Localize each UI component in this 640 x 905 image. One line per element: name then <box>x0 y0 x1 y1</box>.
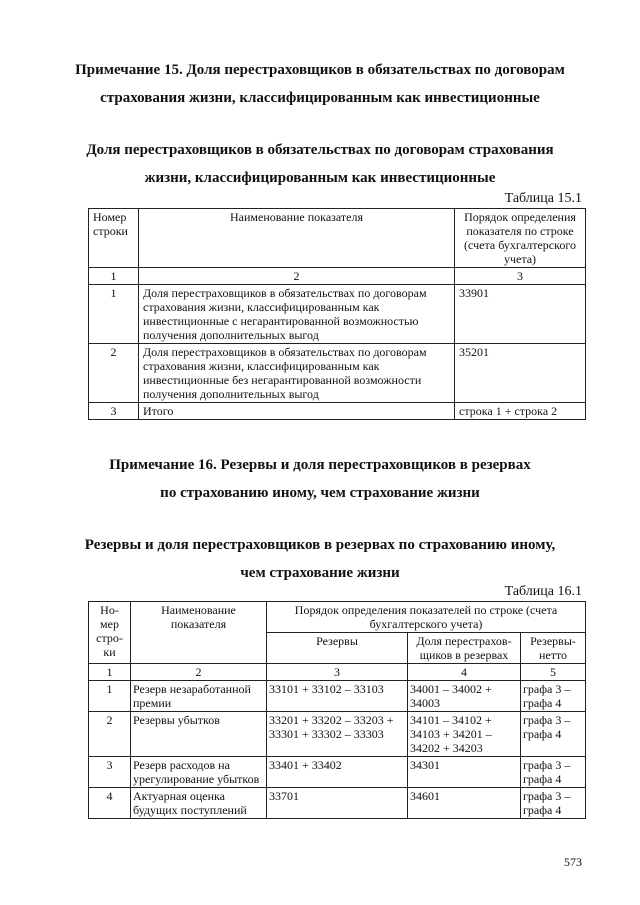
row-name: Итого <box>139 403 455 420</box>
row-number: 1 <box>89 681 131 712</box>
note16-title-line2: по страхованию иному, чем страхование жизни <box>160 485 480 501</box>
header-indicator-name: Наименование показателя <box>139 209 455 268</box>
table-row <box>89 757 586 788</box>
table-row <box>89 403 586 420</box>
note16-subtitle-line1: Резервы и доля перестраховщиков в резервах по страхованию иному, <box>84 537 556 553</box>
table-16-1 <box>88 601 586 819</box>
row-name: Доля перестраховщиков в обязательствах по договорам страхования жизни, классифицированным как инвестиционные без негарантированной возможности получения дополнительных выгод <box>139 344 455 403</box>
col-number: 3 <box>455 268 586 285</box>
row-net-reserves: графа 3 – графа 4 <box>521 788 586 819</box>
col-number: 3 <box>267 664 408 681</box>
note16-title <box>60 455 580 503</box>
row-name: Актуарная оценка будущих поступлений <box>131 788 267 819</box>
table-column-numbers-row <box>89 268 586 285</box>
row-name: Доля перестраховщиков в обязательствах по договорам страхования жизни, классифицированным как инвестиционные с негарантированной возможностью получения дополнительных выгод <box>139 285 455 344</box>
col-number: 2 <box>131 664 267 681</box>
row-number: 3 <box>89 403 139 420</box>
table-row <box>89 712 586 757</box>
row-net-reserves: графа 3 – графа 4 <box>521 712 586 757</box>
row-reinsurer-share: 34001 – 34002 + 34003 <box>408 681 521 712</box>
table-header-row <box>89 209 586 268</box>
note16-title-line1: Примечание 16. Резервы и доля перестраховщиков в резервах <box>109 457 531 473</box>
header-indicator-name: Наименование показателя <box>131 602 267 664</box>
header-reinsurer-share: Доля перестрахов-щиков в резервах <box>408 633 521 664</box>
col-number: 4 <box>408 664 521 681</box>
table-column-numbers-row <box>89 664 586 681</box>
header-determination-order: Порядок определения показателя по строке (счета бухгалтерского учета) <box>455 209 586 268</box>
row-reinsurer-share: 34301 <box>408 757 521 788</box>
header-net-reserves: Резервы-нетто <box>521 633 586 664</box>
row-number: 4 <box>89 788 131 819</box>
row-reserves: 33101 + 33102 – 33103 <box>267 681 408 712</box>
row-reserves: 33701 <box>267 788 408 819</box>
table-header-row <box>89 602 586 633</box>
row-number: 2 <box>89 344 139 403</box>
header-determination-order-group: Порядок определения показателей по строке (счета бухгалтерского учета) <box>267 602 586 633</box>
table-row <box>89 344 586 403</box>
row-name: Резерв незаработанной премии <box>131 681 267 712</box>
col-number: 5 <box>521 664 586 681</box>
table-15-1-caption: Таблица 15.1 <box>504 191 582 206</box>
col-number: 1 <box>89 664 131 681</box>
page-number: 573 <box>564 855 582 869</box>
note16-subtitle-line2: чем страхование жизни <box>240 565 400 581</box>
table-row <box>89 788 586 819</box>
row-reserves: 33401 + 33402 <box>267 757 408 788</box>
header-reserves: Резервы <box>267 633 408 664</box>
note15-subtitle-line2: жизни, классифицированным как инвестиционные <box>144 170 496 186</box>
row-net-reserves: графа 3 – графа 4 <box>521 681 586 712</box>
row-net-reserves: графа 3 – графа 4 <box>521 757 586 788</box>
note15-title <box>60 60 580 108</box>
row-reinsurer-share: 34601 <box>408 788 521 819</box>
header-row-number: Но-мер стро-ки <box>89 602 131 664</box>
table-16-1-caption: Таблица 16.1 <box>504 584 582 599</box>
row-order: строка 1 + строка 2 <box>455 403 586 420</box>
row-reserves: 33201 + 33202 – 33203 + 33301 + 33302 – 33303 <box>267 712 408 757</box>
note15-subtitle <box>60 140 580 188</box>
row-number: 1 <box>89 285 139 344</box>
row-name: Резервы убытков <box>131 712 267 757</box>
note15-title-line2: страхования жизни, классифицированным как инвестиционные <box>100 90 540 106</box>
row-number: 2 <box>89 712 131 757</box>
row-name: Резерв расходов на урегулирование убытков <box>131 757 267 788</box>
row-order: 33901 <box>455 285 586 344</box>
note16-subtitle <box>60 535 580 583</box>
col-number: 1 <box>89 268 139 285</box>
table-15-1 <box>88 208 586 420</box>
table-row <box>89 681 586 712</box>
note15-title-line1: Примечание 15. Доля перестраховщиков в обязательствах по договорам <box>75 62 565 78</box>
note15-subtitle-line1: Доля перестраховщиков в обязательствах по договорам страхования <box>86 142 554 158</box>
header-row-number: Номер строки <box>89 209 139 268</box>
table-row <box>89 285 586 344</box>
row-number: 3 <box>89 757 131 788</box>
col-number: 2 <box>139 268 455 285</box>
row-reinsurer-share: 34101 – 34102 + 34103 + 34201 – 34202 + 34203 <box>408 712 521 757</box>
row-order: 35201 <box>455 344 586 403</box>
